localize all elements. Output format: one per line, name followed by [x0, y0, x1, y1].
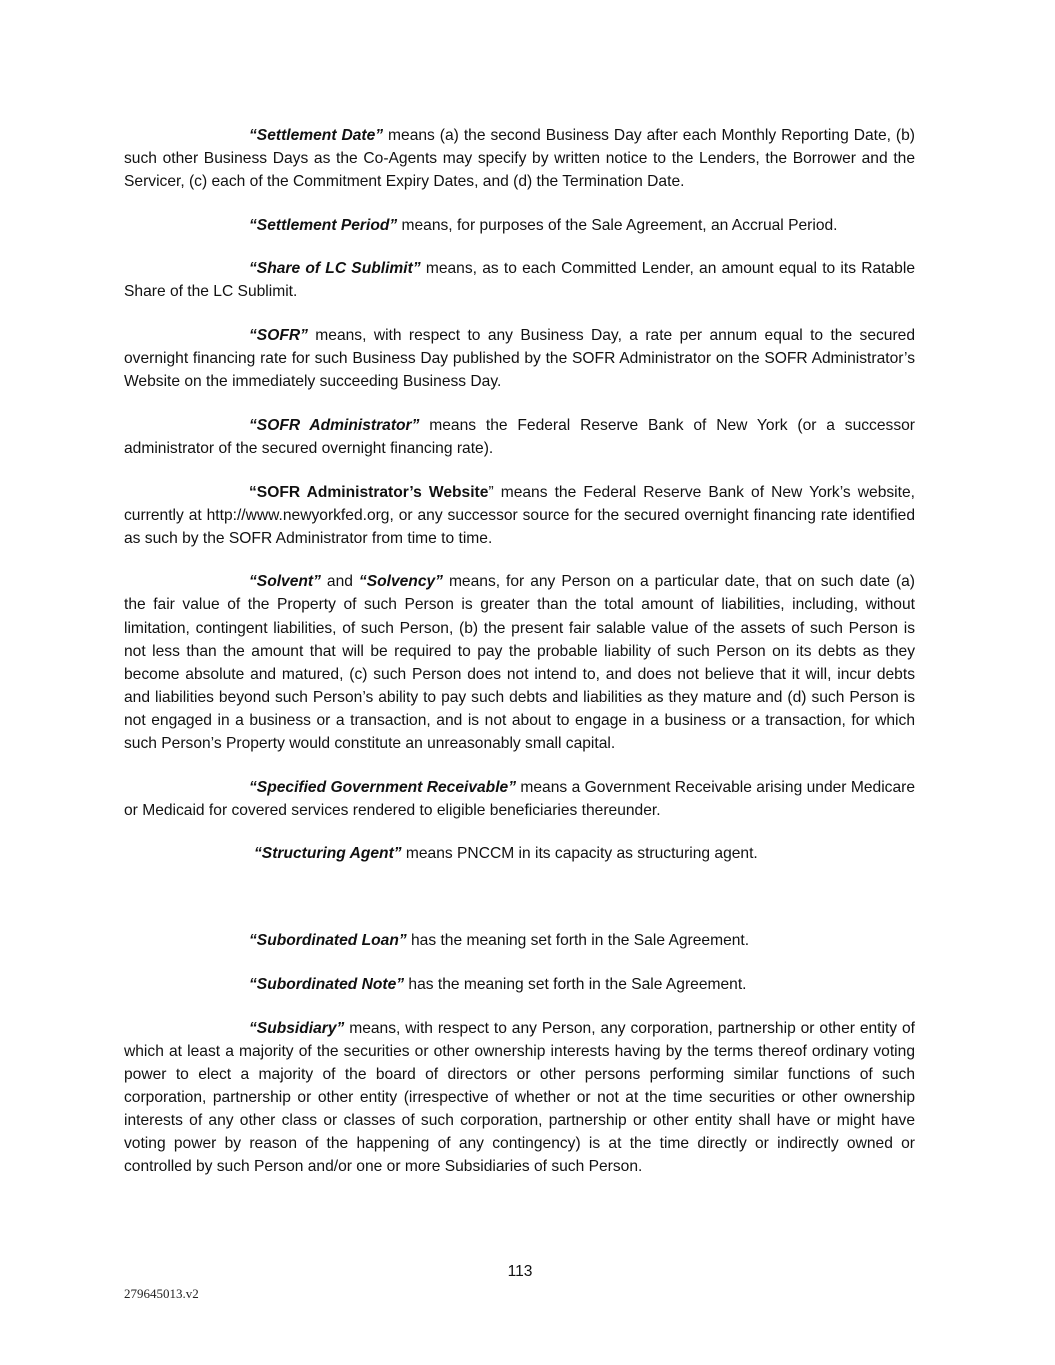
definition-text: means, as to each Committed Lender, an amount equal to its Ratable Share of the LC Sublimit.	[124, 260, 915, 301]
defined-term: “SOFR Administrator”	[249, 416, 420, 434]
defined-term: “Settlement Period”	[249, 216, 398, 234]
defined-term: “Subordinated Note”	[249, 975, 405, 993]
definition-text: means, for any Person on a particular date, that on such date (a) the fair value of the Property of such Person is greater than the total amount of liabilities, including, without limitation, contingent liabilities, of such Person, (b) the present fair salable value of the assets of such Person is not less than the amount that will be required to pay the probable liability of such Person on its debts as they become absolute and matured, (c) such Person does not intend to, and does not believe that it will, incur debts and liabilities beyond such Person’s ability to pay such debts and liabilities as they mature and (d) such Person is not engaged in a business or a transaction, and is not about to engage in a business or a transaction, for which such Person’s Property would constitute an unreasonably small capital.	[124, 573, 915, 752]
definition-settlement-period	[124, 214, 915, 237]
defined-term: “Share of LC Sublimit”	[249, 260, 421, 278]
defined-term-close-quote: ”	[488, 483, 494, 501]
definition-text: means, with respect to any Person, any corporation, partnership or other entity of which at least a majority of the securities or other ownership interests having by the terms thereof ordinary voting power to elect a majority of the board of directors or other persons performing similar functions of such corporation, partnership or other entity (irrespective of whether or not at the time securities or other ownership interests of any other class or classes of such corporation, partnership or other entity shall have or might have voting power by reason of the happening of any contingency) is at the time directly or indirectly owned or controlled by such Person and/or one or more Subsidiaries of such Person.	[124, 1019, 915, 1176]
defined-term-open-quote: “	[249, 483, 257, 501]
defined-term: “SOFR”	[249, 327, 308, 345]
page-number: 113	[507, 1263, 533, 1280]
defined-term: “Subsidiary”	[249, 1019, 345, 1037]
definition-settlement-date	[124, 124, 915, 193]
definition-sofr-administrators-website	[124, 481, 915, 550]
definition-subordinated-loan	[124, 929, 915, 952]
definition-structuring-agent	[124, 842, 915, 865]
document-id: 279645013.v2	[124, 1286, 199, 1301]
definition-text: means PNCCM in its capacity as structuring agent.	[401, 845, 758, 863]
defined-term: “Settlement Date”	[249, 127, 384, 144]
definition-subordinated-note	[124, 973, 915, 996]
defined-term: “Subordinated Loan”	[249, 932, 407, 950]
defined-term: “Specified Government Receivable”	[249, 778, 517, 796]
definition-text: means the Federal Reserve Bank of New York’s website, currently at http://www.newyorkfed.org, or any successor source for the secured overnight financing rate identified as such by the SOFR Administrator from time to time.	[124, 483, 915, 547]
definition-sofr-administrator	[124, 414, 915, 460]
defined-term: “Structuring Agent”	[254, 845, 402, 863]
definition-text: means the Federal Reserve Bank of New York (or a successor administrator of the secured overnight financing rate).	[124, 416, 915, 457]
definition-text: means a Government Receivable arising under Medicare or Medicaid for covered services rendered to eligible beneficiaries thereunder.	[124, 778, 916, 819]
definition-specified-government-receivable	[124, 776, 915, 822]
definition-text: means, with respect to any Business Day, a rate per annum equal to the secured overnight financing rate for such Business Day published by the SOFR Administrator on the SOFR Administrator’s Website on the immediately succeeding Business Day.	[124, 327, 915, 391]
definition-share-of-lc-sublimit	[124, 257, 915, 303]
definition-sofr	[124, 324, 915, 393]
definition-text: means, for purposes of the Sale Agreement, an Accrual Period.	[397, 216, 838, 234]
definitions-section	[124, 124, 915, 1199]
defined-term-secondary: “Solvency”	[358, 573, 443, 591]
definition-text: means (a) the second Business Day after each Monthly Reporting Date, (b) such other Business Days as the Co-Agents may specify by written notice to the Lenders, the Borrower and the Servicer, (c) each of the Commitment Expiry Dates, and (d) the Termination Date.	[124, 127, 915, 191]
defined-term: SOFR Administrator’s Website	[256, 483, 489, 501]
definition-text: has the meaning set forth in the Sale Agreement.	[404, 975, 747, 993]
definition-text: has the meaning set forth in the Sale Agreement.	[406, 932, 750, 950]
definition-solvent	[124, 570, 915, 755]
defined-term: “Solvent”	[249, 573, 321, 591]
definition-joiner: and	[320, 573, 359, 591]
definition-subsidiary	[124, 1017, 915, 1179]
